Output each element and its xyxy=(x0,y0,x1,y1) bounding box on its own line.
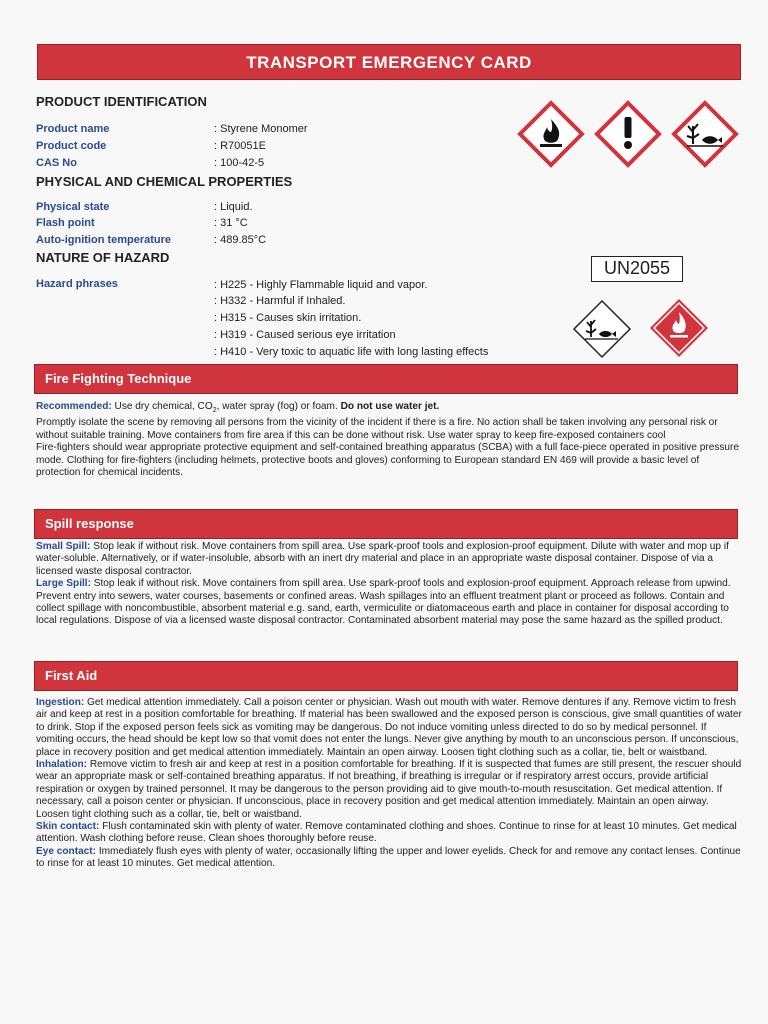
recommended-warning: Do not use water jet. xyxy=(340,401,440,412)
hazard-phrase: : H319 - Caused serious eye irritation xyxy=(214,329,396,341)
fire-paragraph-2: Fire-fighters should wear appropriate protective equipment and self-contained breathing apparatus (SCBA) with a full face-piece operated in positive pressure mode. Clothing for fire-fighters (including helmets, protective boots and gloves) conforming to European standard EN 469 will provide a basic level of protection for chemical incidents. xyxy=(36,442,740,479)
inhalation-label: Inhalation: xyxy=(36,759,88,771)
flash-point-value: : 31 °C xyxy=(214,217,248,229)
hazard-phrase: : H332 - Harmful if Inhaled. xyxy=(214,295,346,307)
spill-response-heading: Spill response xyxy=(34,509,738,539)
hazard-heading: NATURE OF HAZARD xyxy=(36,250,170,265)
auto-ignition-label: Auto-ignition temperature xyxy=(36,234,172,246)
spill-response-text xyxy=(36,541,742,628)
inhalation-text: Remove victim to fresh air and keep at rest in a position comfortable for breathing. If it is suspected that fumes are still present, the rescuer should wear an appropriate mask or self-contained breathing apparatus. If not breathing, if breathing is irregular or if respiratory arrest occurs, provide artificial respiration or oxygen by trained personnel. It may be dangerous to the person providing aid to give mouth-to-mouth resuscitation. Get medical attention. If necessary, call a poison center or physician. If unconscious, place in recovery position and get medical attention immediately. Maintain an open airway. Loosen tight clothing such as a collar, tie, belt or waistband. xyxy=(36,759,742,820)
recommended-text-cont: , water spray (fog) or foam. xyxy=(216,401,341,412)
exclamation-icon xyxy=(594,100,662,168)
flash-point-label: Flash point xyxy=(36,217,95,229)
physical-state-value: : Liquid. xyxy=(214,201,253,213)
cas-label: CAS No xyxy=(36,157,77,169)
cas-value: : 100-42-5 xyxy=(214,157,265,169)
recommended-text: Use dry chemical, CO xyxy=(111,401,213,412)
hazard-phrase: : H225 - Highly Flammable liquid and vapor. xyxy=(214,279,428,291)
hazard-phrase: : H410 - Very toxic to aquatic life with long lasting effects xyxy=(214,346,489,358)
eye-contact-label: Eye contact: xyxy=(36,845,97,857)
product-name-value: : Styrene Monomer xyxy=(214,123,308,135)
product-code-value: : R70051E xyxy=(214,140,266,152)
fire-paragraph-1: Promptly isolate the scene by removing all persons from the vicinity of the incident if there is a fire. No action shall be taken involving any personal risk or without suitable training. Move containers from fire area if this can be done without risk. Use water spray to keep fire-exposed containers cool xyxy=(36,417,718,441)
product-name-label: Product name xyxy=(36,123,110,135)
auto-ignition-value: : 489.85°C xyxy=(214,234,267,246)
product-identification-heading: PRODUCT IDENTIFICATION xyxy=(36,94,207,109)
ingestion-label: Ingestion: xyxy=(36,697,85,708)
environment-icon xyxy=(572,299,632,359)
small-spill-label: Small Spill: xyxy=(36,541,91,552)
flame-icon xyxy=(648,297,710,359)
flame-icon xyxy=(517,100,585,168)
ingestion-text: Get medical attention immediately. Call a poison center or physician. Wash out mouth with water. Remove dentures if any. Remove victim to fresh air and keep at rest in a position comfortable for breathing. If material has been swallowed and the exposed person is conscious, give small quantities of water to drink. Stop if the exposed person feels sick as vomiting may be dangerous. Do not induce vomiting unless directed to do so by medical personnel. If vomiting occurs, the head should be kept low so that vomit does not enter the lungs. Never give anything by mouth to an unconscious person. If unconscious, place in recovery position and get medical attention immediately. Maintain an open airway. Loosen tight clothing such as a collar, tie, belt or waistband. xyxy=(36,697,742,758)
large-spill-text: Stop leak if without risk. Move containers from spill area. Use spark-proof tools and explosion-proof equipment. Approach release from upwind. Prevent entry into sewers, water courses, basements or confined areas. Wash spillages into an effluent treatment plant or proceed as follows. Contain and collect spillage with noncombustible, absorbent material e.g. sand, earth, vermiculite or diatomaceous earth and place in container for disposal according to local regulations. Dispose of via a licensed waste disposal contractor. Contaminated absorbent material may pose the same hazard as the spilled product. xyxy=(36,578,731,627)
skin-contact-text: Flush contaminated skin with plenty of water. Remove contaminated clothing and shoes. Continue to rinse for at least 10 minutes. Get medical attention. Wash clothing before reuse. Clean shoes thoroughly before reuse. xyxy=(36,821,737,845)
small-spill-text: Stop leak if without risk. Move containers from spill area. Use spark-proof tools and explosion-proof equipment. Dilute with water and mop up if water-soluble. Alternatively, or if water-insoluble, absorb with an inert dry material and place in an appropriate waste disposal container. Dispose of via a licensed waste disposal contractor. xyxy=(36,541,729,577)
large-spill-label: Large Spill: xyxy=(36,578,91,590)
card-title: TRANSPORT EMERGENCY CARD xyxy=(37,44,741,80)
skin-contact-label: Skin contact: xyxy=(36,821,100,833)
environment-icon xyxy=(671,100,739,168)
properties-heading: PHYSICAL AND CHEMICAL PROPERTIES xyxy=(36,174,293,189)
hazard-phrase: : H315 - Causes skin irritation. xyxy=(214,312,362,324)
fire-fighting-heading: Fire Fighting Technique xyxy=(34,364,738,394)
un-number-box: UN2055 xyxy=(591,256,683,282)
first-aid-text xyxy=(36,697,742,871)
hazard-phrases-label: Hazard phrases xyxy=(36,278,118,290)
product-code-label: Product code xyxy=(36,140,107,152)
first-aid-heading: First Aid xyxy=(34,661,738,691)
recommended-label: Recommended: xyxy=(36,401,112,412)
recommended-subscript: 2 xyxy=(212,407,217,415)
physical-state-label: Physical state xyxy=(36,201,110,213)
fire-fighting-text xyxy=(36,401,742,479)
eye-contact-text: Immediately flush eyes with plenty of water, occasionally lifting the upper and lower eyelids. Check for and remove any contact lenses. Continue to rinse for at least 10 minutes. Get medical attention. xyxy=(36,845,741,870)
